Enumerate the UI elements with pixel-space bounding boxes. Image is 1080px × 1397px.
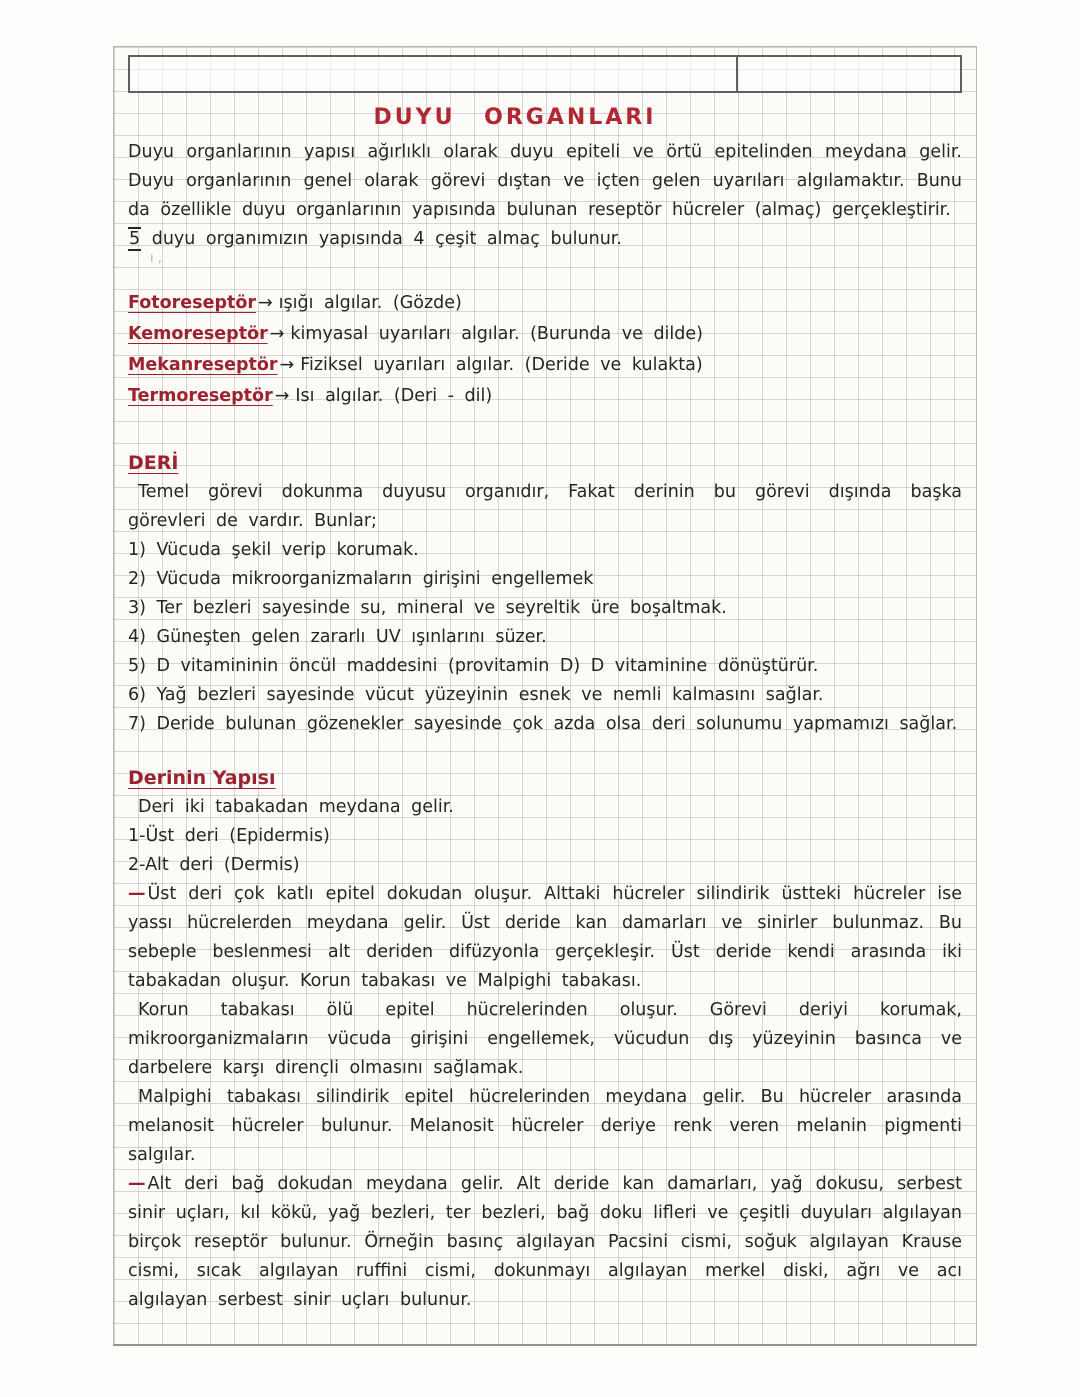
- receptor-line-foto: [128, 288, 962, 319]
- paragraph-malpighi-tabakasi: [128, 1083, 962, 1170]
- skin-function-item: 4) Güneşten gelen zararlı UV ışınlarını süzer.: [128, 627, 547, 647]
- skin-function-item: 3) Ter bezleri sayesinde su, mineral ve seyreltik üre boşaltmak.: [128, 598, 727, 618]
- receptor-desc: kimyasal uyarıları algılar. (Burunda ve dilde): [290, 324, 703, 344]
- graph-paper-sheet: [113, 46, 977, 1346]
- receptor-line-termo: [128, 381, 962, 412]
- header-box-right-cell: [738, 57, 960, 91]
- paragraph-text: Üst deri çok katlı epitel dokudan oluşur. Alttaki hücreler silindirik üstteki hücreler ise yassı hücrelerden meydana gelir. Üst deride kan damarları ve sinirler bulunmaz. Bu sebeple beslenmesi alt deriden difüzyonla gerçekleşir. Üst deride kendi arasında iki tabakadan oluşur. Korun tabakası ve Malpighi tabakası.: [128, 884, 962, 991]
- arrow-icon: →: [274, 386, 290, 406]
- paragraph-text: Alt deri bağ dokudan meydana gelir. Alt deride kan damarları, yağ dokusu, serbest sinir uçları, kıl kökü, yağ bezleri, ter bezleri, bağ doku lifleri ve çeşitli duyuları algılayan birçok reseptör bulunur. Örneğin basınç algılayan Pacsini cismi, soğuk algılayan Krause cismi, sıcak algılayan ruffini cismi, dokunmayı algılayan merkel diski, ağrı ve acı algılayan serbest sinir uçları bulunur.: [128, 1174, 962, 1310]
- page-title: DUYU ORGANLARI: [373, 105, 657, 130]
- section-heading-deri: DERİ: [128, 452, 179, 474]
- arrow-icon: →: [269, 324, 285, 344]
- receptor-term: Termoreseptör: [128, 386, 273, 406]
- red-dash: —: [128, 1174, 146, 1194]
- skin-function-item: 6) Yağ bezleri sayesinde vücut yüzeyinin esnek ve nemli kalmasını sağlar.: [128, 685, 824, 705]
- stray-pencil-mark: ı ,: [150, 251, 162, 266]
- intro-paragraph: Duyu organlarının yapısı ağırlıklı olarak duyu epiteli ve örtü epitelinden meydana gelir. Duyu organlarının genel olarak görevi dıştan ve içten gelen uyarıları algılamaktır. Bunu da özellikle duyu organlarının yapısında bulunan reseptör hücreler (almaç) gerçekleştirir.: [128, 142, 962, 220]
- paragraph-ust-deri: [128, 880, 962, 996]
- section-heading-derinin-yapisi: Derinin Yapısı: [128, 767, 276, 789]
- receptor-term: Fotoreseptör: [128, 293, 256, 313]
- header-box: [128, 55, 962, 93]
- paragraph-text: Malpighi tabakası silindirik epitel hücrelerinden meydana gelir. Bu hücreler arasında melanosit hücreler bulunur. Melanosit hücreler deriye renk veren melanin pigmenti salgılar.: [128, 1087, 962, 1165]
- paragraph-text: Korun tabakası ölü epitel hücrelerinden oluşur. Görevi deriyi korumak, mikroorganizmaların vücuda girişini engellemek, vücudun dış yüzeyinin basınca ve darbelere karşı dirençli olmasını sağlamak.: [128, 1000, 962, 1078]
- skin-function-item: 1) Vücuda şekil verip korumak.: [128, 540, 419, 560]
- receptor-desc: ışığı algılar. (Gözde): [278, 293, 462, 313]
- layer-item-epidermis: 1-Üst deri (Epidermis): [128, 826, 330, 846]
- receptor-desc: Fiziksel uyarıları algılar. (Deride ve kulakta): [300, 355, 703, 375]
- receptor-line-kemo: [128, 319, 962, 350]
- receptor-term: Kemoreseptör: [128, 324, 268, 344]
- paragraph-korun-tabakasi: [128, 996, 962, 1083]
- skin-function-item: 5) D vitamininin öncül maddesini (provitamin D) D vitaminine dönüştürür.: [128, 656, 819, 676]
- arrow-icon: →: [258, 293, 273, 313]
- skin-function-item: 2) Vücuda mikroorganizmaların girişini engellemek: [128, 569, 594, 589]
- red-dash: —: [128, 884, 146, 904]
- intro-sentence-text: duyu organımızın yapısında 4 çeşit almaç bulunur.: [151, 229, 622, 249]
- number-five: 5: [129, 229, 141, 249]
- skin-function-item: 7) Deride bulunan gözenekler sayesinde çok azda olsa deri solunumu yapmamızı sağlar.: [128, 714, 958, 734]
- layer-item-dermis: 2-Alt deri (Dermis): [128, 855, 300, 875]
- header-box-left-cell: [130, 57, 738, 91]
- receptor-line-mekan: [128, 350, 962, 381]
- receptor-term: Mekanreseptör: [128, 355, 278, 375]
- structure-intro: Deri iki tabakadan meydana gelir.: [138, 797, 454, 817]
- paragraph-alt-deri: [128, 1170, 962, 1315]
- skin-intro: Temel görevi dokunma duyusu organıdır, Fakat derinin bu görevi dışında başka görevleri de vardır. Bunlar;: [128, 482, 962, 531]
- receptor-desc: Isı algılar. (Deri - dil): [295, 386, 493, 406]
- intro-sentence: [128, 225, 962, 254]
- arrow-icon: →: [279, 355, 295, 375]
